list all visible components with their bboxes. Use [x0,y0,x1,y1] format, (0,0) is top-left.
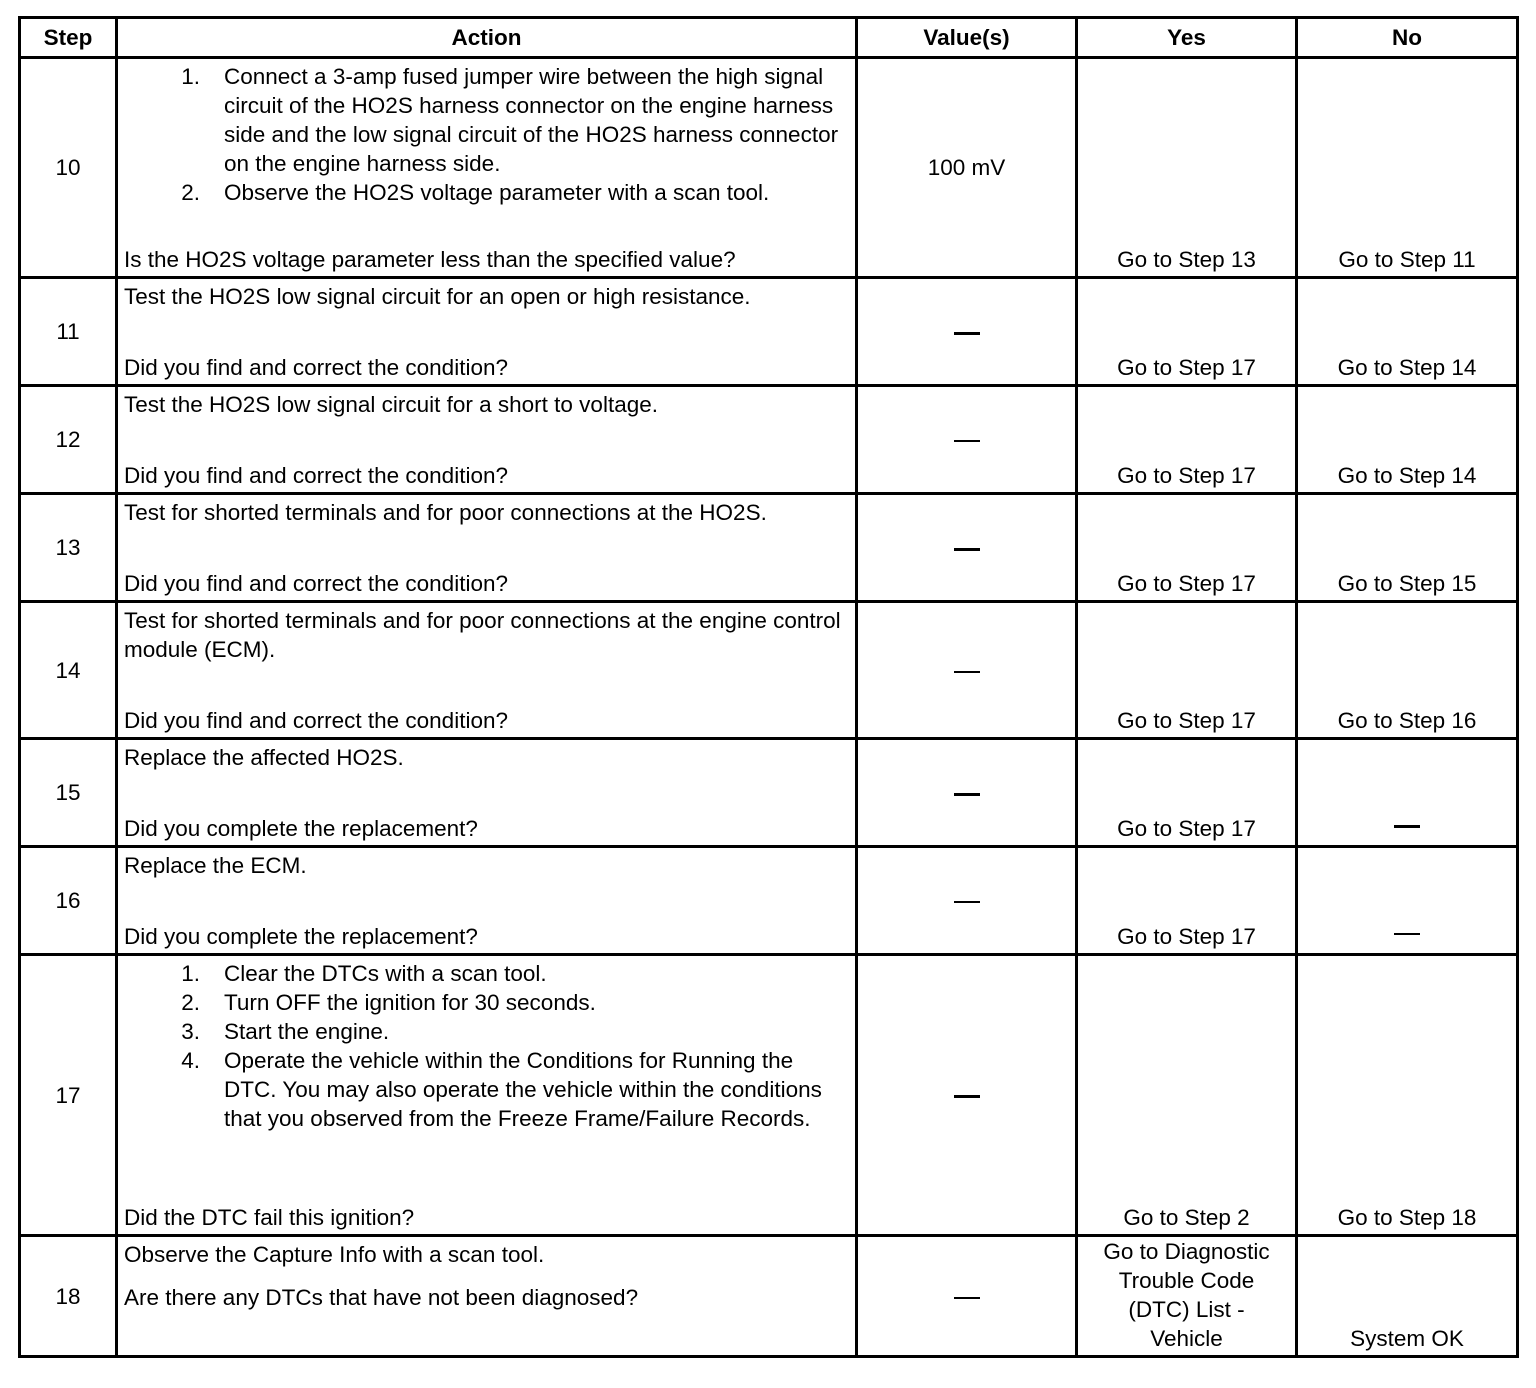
value-dash [954,671,980,673]
value-cell: 100 mV [858,59,1078,279]
no-cell [1298,848,1516,956]
value-dash [954,548,980,551]
table-row-step-15 [21,740,1516,848]
action-cell [118,59,858,279]
header-no: No [1298,19,1516,59]
step-number: 10 [21,59,118,279]
list-item: 2. Observe the HO2S voltage parameter with a scan tool. [181,180,770,205]
no-dash [1394,825,1420,828]
action-text: Test the HO2S low signal circuit for an open or high resistance. [124,284,751,309]
action-question: Did you find and correct the condition? [124,463,508,488]
no-dash [1394,933,1420,935]
action-text: Test for shorted terminals and for poor connections at the HO2S. [124,500,767,525]
diagnostic-steps-table [18,16,1519,1358]
no-cell: Go to Step 16 [1298,603,1516,740]
no-cell: Go to Step 15 [1298,495,1516,603]
yes-cell: Go to Step 17 [1078,495,1298,603]
action-question: Did the DTC fail this ignition? [124,1205,415,1230]
action-question: Is the HO2S voltage parameter less than the specified value? [124,247,736,272]
step-number: 17 [21,956,118,1237]
no-cell: Go to Step 11 [1298,59,1516,279]
no-cell: Go to Step 14 [1298,279,1516,387]
action-steps-list [124,959,849,1133]
action-text: Test for shorted terminals and for poor connections at the engine control module (ECM). [124,608,841,662]
step-number: 11 [21,279,118,387]
yes-cell: Go to Step 2 [1078,956,1298,1237]
value-dash [954,1095,980,1098]
table-row-step-18 [21,1237,1516,1355]
no-cell [1298,740,1516,848]
list-item: 1. Connect a 3-amp fused jumper wire between the high signal circuit of the HO2S harness connector on the engine harness side and the low signal circuit of the HO2S harness connector on the engine harness side. [181,64,839,176]
no-cell: System OK [1350,1326,1464,1351]
action-cell [118,495,858,603]
value-cell [858,387,1078,495]
yes-cell: Go to Diagnostic Trouble Code (DTC) List - Vehicle [1078,1237,1298,1355]
header-yes: Yes [1078,19,1298,59]
table-row-step-17 [21,956,1516,1237]
value-cell [858,495,1078,603]
table-row-step-16 [21,848,1516,956]
action-text: Test the HO2S low signal circuit for a short to voltage. [124,392,658,417]
list-item: 1. Clear the DTCs with a scan tool. [181,961,547,986]
value-cell [858,740,1078,848]
value-cell [858,848,1078,956]
action-text: Observe the Capture Info with a scan tool. [124,1242,545,1267]
yes-cell: Go to Step 17 [1078,848,1298,956]
value-cell [858,603,1078,740]
value-dash [954,793,980,796]
table-row-step-11 [21,279,1516,387]
step-number: 13 [21,495,118,603]
yes-cell: Go to Step 17 [1078,740,1298,848]
yes-cell: Go to Step 17 [1078,603,1298,740]
value-dash [954,901,980,903]
action-steps-list [124,62,849,207]
action-question: Did you find and correct the condition? [124,355,508,380]
value-dash [954,332,980,335]
action-cell [118,848,858,956]
table-row-step-14 [21,603,1516,740]
list-item: 2. Turn OFF the ignition for 30 seconds. [181,990,596,1015]
action-question: Are there any DTCs that have not been diagnosed? [124,1285,639,1310]
action-cell [118,956,858,1237]
action-cell [118,740,858,848]
value-cell [858,1237,1078,1355]
value-dash [954,440,980,442]
step-number: 16 [21,848,118,956]
table-row-step-12 [21,387,1516,495]
action-question: Did you find and correct the condition? [124,571,508,596]
action-cell [118,1237,858,1355]
yes-cell: Go to Step 13 [1078,59,1298,279]
table-row-step-10 [21,59,1516,279]
step-number: 14 [21,603,118,740]
step-number: 18 [21,1237,118,1355]
no-cell: Go to Step 14 [1298,387,1516,495]
action-text: Replace the affected HO2S. [124,745,404,770]
no-cell: Go to Step 18 [1298,956,1516,1237]
action-text: Replace the ECM. [124,853,307,878]
header-action: Action [118,19,858,59]
step-number: 12 [21,387,118,495]
action-cell [118,387,858,495]
header-values: Value(s) [858,19,1078,59]
step-number: 15 [21,740,118,848]
list-item: 3. Start the engine. [181,1019,390,1044]
value-cell [858,956,1078,1237]
value-dash [954,1297,980,1299]
header-row [21,19,1516,59]
action-cell [118,279,858,387]
yes-cell: Go to Step 17 [1078,387,1298,495]
yes-cell: Go to Step 17 [1078,279,1298,387]
action-question: Did you complete the replacement? [124,816,478,841]
value-cell [858,279,1078,387]
list-item: 4. Operate the vehicle within the Conditions for Running the DTC. You may also operate the vehicle within the conditions that you observed from the Freeze Frame/Failure Records. [181,1048,822,1131]
header-step: Step [21,19,118,59]
table-row-step-13 [21,495,1516,603]
action-question: Did you complete the replacement? [124,924,478,949]
action-question: Did you find and correct the condition? [124,708,508,733]
action-cell [118,603,858,740]
